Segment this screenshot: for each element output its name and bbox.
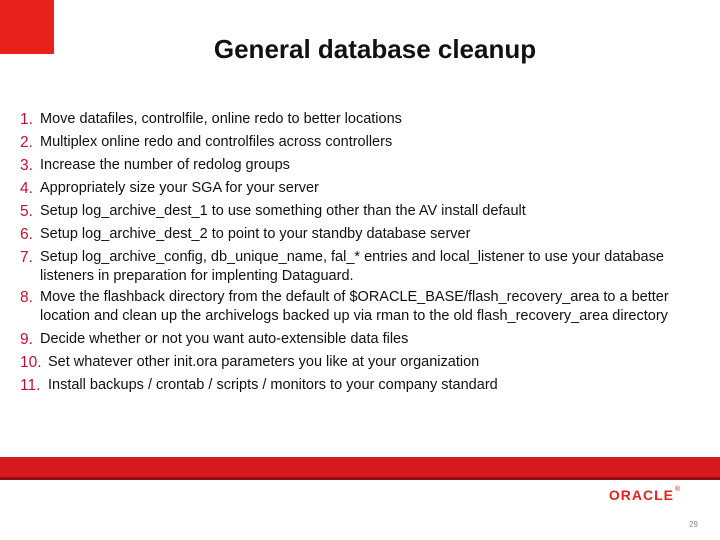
list-item-number: 8. [20,289,33,306]
list-item [20,177,680,200]
list-item-text: Appropriately size your SGA for your server [40,180,319,196]
list-item [20,154,680,177]
list-item-number: 6. [20,226,33,243]
list-item-text: Setup log_archive_dest_1 to use something other than the AV install default [40,203,526,219]
list-item [20,248,680,286]
list-item-text: Install backups / crontab / scripts / monitors to your company standard [48,377,498,393]
list-item-text: Setup log_archive_config, db_unique_name, fal_* entries and local_listener to use your database listeners in preparation for implenting Dataguard. [40,249,664,284]
list-item-text: Setup log_archive_dest_2 to point to your standby database server [40,226,471,242]
list-item [20,328,680,351]
list-item [20,374,680,397]
list-item-text: Decide whether or not you want auto-extensible data files [40,331,409,347]
list-item-number: 3. [20,157,33,174]
cleanup-list [20,108,680,397]
list-item-number: 10. [20,354,42,371]
list-item-number: 4. [20,180,33,197]
list-item-text: Move datafiles, controlfile, online redo to better locations [40,111,402,127]
list-item-text: Increase the number of redolog groups [40,157,290,173]
list-item-number: 9. [20,331,33,348]
page-number: 29 [689,520,698,529]
list-item-number: 1. [20,111,33,128]
list-item [20,200,680,223]
slide-title: General database cleanup [213,34,537,64]
list-item [20,131,680,154]
list-item-number: 5. [20,203,33,220]
footer-red-band [0,457,720,477]
list-item [20,108,680,131]
registered-mark-icon: ® [674,486,680,493]
list-item-text: Multiplex online redo and controlfiles across controllers [40,134,393,150]
list-item [20,351,680,374]
list-item-text: Set whatever other init.ora parameters you like at your organization [48,354,480,370]
list-item [20,288,680,326]
list-item-number: 7. [20,249,33,266]
list-item-text: Move the flashback directory from the default of $ORACLE_BASE/flash_recovery_area to a better location and clean up the archivelogs backed up via rman to the old flash_recovery_area directory [40,289,669,324]
list-item-number: 2. [20,134,33,151]
list-item-number: 11. [20,377,41,394]
oracle-logo: ORACLE [608,487,674,503]
list-item [20,223,680,246]
